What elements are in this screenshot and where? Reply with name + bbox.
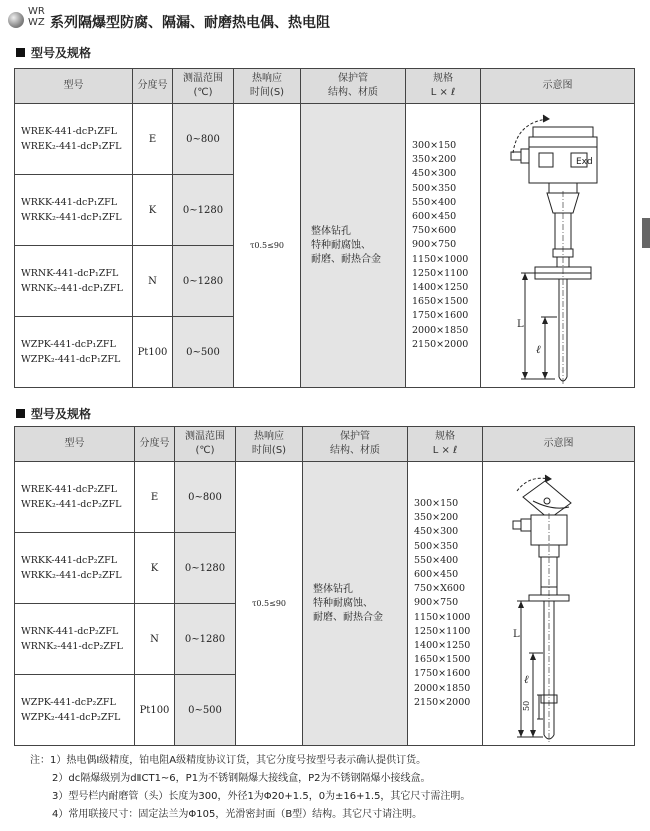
model-b: WREK₂-441-dcP₂ZFL: [21, 499, 122, 510]
header-model: 型号: [15, 69, 133, 104]
length-L-label: L: [517, 318, 524, 330]
header-protection-line1: 保护管: [340, 431, 370, 442]
protection-line: 整体钻孔: [311, 225, 351, 237]
section-heading-2: [16, 405, 91, 422]
diagram-cell: [481, 104, 635, 388]
spec-item: 1750×1600: [414, 668, 471, 680]
square-bullet-icon: [16, 409, 25, 418]
range-cell: 0~1280: [173, 246, 234, 317]
model-cell: [15, 675, 135, 746]
header-protection: [301, 69, 406, 104]
section-heading-label: 型号及规格: [31, 46, 92, 60]
spec-item: 750×X600: [414, 583, 465, 595]
section-heading-1: [16, 44, 91, 61]
spec-item: 1650×1500: [414, 654, 471, 666]
table-row: [15, 462, 635, 533]
model-a: WREK-441-dcP₁ZFL: [21, 126, 117, 137]
model-a: WZPK-441-dcP₂ZFL: [21, 697, 116, 708]
grade-cell: N: [135, 604, 175, 675]
spec-item: 2000×1850: [414, 682, 471, 694]
header-protection-line2: 结构、材质: [330, 445, 380, 456]
spec-table-1: [14, 68, 635, 388]
spec-cell: [406, 104, 481, 388]
spec-item: 900×750: [412, 239, 457, 251]
diagram-cell: [483, 462, 635, 746]
spec-item: 600×450: [414, 568, 459, 580]
header-response-line1: 热响应: [252, 73, 282, 84]
header-range-line1: 测温范围: [183, 73, 223, 84]
spec-item: 2150×2000: [412, 338, 469, 350]
bullet-icon: [8, 12, 24, 28]
page-title: 系列隔爆型防腐、隔漏、耐磨热电偶、热电阻: [50, 15, 330, 31]
grade-cell: K: [133, 175, 173, 246]
range-cell: 0~800: [175, 462, 236, 533]
spec-item: 500×350: [412, 182, 457, 194]
spec-item: 2000×1850: [412, 324, 469, 336]
note-2: 2）dc隔爆级别为dⅡCT1~6，P1为不锈钢隔爆大接线盒，P2为不锈钢隔爆小接线盒。: [52, 773, 431, 784]
thermocouple-large-box-diagram: [481, 105, 634, 387]
spec-item: 1400×1250: [414, 640, 471, 651]
spec-item: 600×450: [412, 210, 457, 222]
response-cell: τ0.5≤90: [234, 104, 301, 388]
header-protection: [303, 427, 408, 462]
model-cell: [15, 462, 135, 533]
spec-item: 1150×1000: [412, 253, 469, 265]
header-response: [236, 427, 303, 462]
model-b: WRKK₂-441-dcP₁ZFL: [21, 212, 122, 223]
spec-cell: [408, 462, 483, 746]
protection-line: 耐磨、耐热合金: [313, 611, 383, 623]
length-l-label: ℓ: [536, 342, 541, 356]
model-b: WZPK₂-441-dcP₂ZFL: [21, 712, 121, 723]
model-cell: [15, 104, 133, 175]
model-cell: [15, 175, 133, 246]
square-bullet-icon: [16, 48, 25, 57]
header-range-line1: 测温范围: [185, 431, 225, 442]
table-row: [15, 104, 635, 175]
spec-table-2: [14, 426, 635, 746]
model-b: WREK₂-441-dcP₁ZFL: [21, 141, 122, 152]
spec-item: 1250×1100: [412, 267, 469, 279]
range-cell: 0~1280: [175, 533, 236, 604]
protection-line: 特种耐腐蚀、: [311, 239, 371, 251]
spec-item: 450×300: [412, 168, 457, 180]
series-code: [28, 6, 45, 28]
header-response-line1: 热响应: [254, 431, 284, 442]
protection-line: 特种耐腐蚀、: [313, 597, 373, 609]
model-a: WRNK-441-dcP₂ZFL: [21, 626, 119, 637]
header-spec-line1: 规格: [435, 431, 455, 442]
header-spec-line1: 规格: [433, 73, 453, 84]
header-response-line2: 时间(S): [251, 445, 287, 456]
protection-line: 整体钻孔: [313, 583, 353, 595]
table-header-row: [15, 427, 635, 462]
header-protection-line2: 结构、材质: [328, 87, 378, 98]
response-cell: τ0.5≤90: [236, 462, 303, 746]
spec-item: 2150×2000: [414, 696, 471, 708]
spec-item: 1650×1500: [412, 296, 469, 308]
header-response: [234, 69, 301, 104]
note-3: 3）型号栏内耐磨管（头）长度为300，外径1为Φ20+1.5，0为±16+1.5，其它尺寸需注明。: [52, 791, 471, 802]
spec-item: 750×600: [412, 225, 457, 237]
grade-cell: E: [135, 462, 175, 533]
spec-item: 300×150: [412, 139, 457, 151]
header-spec: [408, 427, 483, 462]
spec-item: 1750×1600: [412, 310, 469, 322]
model-a: WRKK-441-dcP₁ZFL: [21, 197, 118, 208]
model-b: WRKK₂-441-dcP₂ZFL: [21, 570, 122, 581]
spec-item: 900×750: [414, 597, 459, 609]
dimension-50-label: 50: [522, 700, 531, 711]
grade-cell: Pt100: [135, 675, 175, 746]
exd-label: Exd: [576, 156, 593, 167]
model-b: WRNK₂-441-dcP₂ZFL: [21, 641, 123, 652]
section-heading-label: 型号及规格: [31, 407, 92, 421]
spec-item: 300×150: [414, 497, 459, 509]
spec-item: 350×200: [412, 154, 457, 166]
header-range-line2: (℃): [193, 87, 213, 98]
grade-cell: N: [133, 246, 173, 317]
grade-cell: Pt100: [133, 317, 173, 388]
range-cell: 0~500: [173, 317, 234, 388]
header-grade: 分度号: [135, 427, 175, 462]
model-b: WRNK₂-441-dcP₁ZFL: [21, 283, 123, 294]
spec-item: 550×400: [414, 554, 459, 566]
spec-item: 550×400: [412, 196, 457, 208]
grade-cell: E: [133, 104, 173, 175]
model-cell: [15, 533, 135, 604]
header-spec: [406, 69, 481, 104]
model-cell: [15, 246, 133, 317]
spec-item: 1250×1100: [414, 625, 471, 637]
spec-item: 450×300: [414, 526, 459, 538]
range-cell: 0~1280: [173, 175, 234, 246]
spec-item: 1150×1000: [414, 611, 471, 623]
header-model: 型号: [15, 427, 135, 462]
note-1: 注：1）热电偶I级精度，铂电阻A级精度协议订货，其它分度号按型号表示确认提供订货。: [30, 755, 427, 766]
model-cell: [15, 604, 135, 675]
model-a: WREK-441-dcP₂ZFL: [21, 484, 117, 495]
header-diagram: 示意图: [481, 69, 635, 104]
range-cell: 0~500: [175, 675, 236, 746]
header-protection-line1: 保护管: [338, 73, 368, 84]
length-L-label: L: [513, 628, 520, 640]
model-cell: [15, 317, 133, 388]
protection-line: 耐磨、耐热合金: [311, 253, 381, 265]
header-range: [175, 427, 236, 462]
model-a: WZPK-441-dcP₁ZFL: [21, 339, 116, 350]
model-a: WRNK-441-dcP₁ZFL: [21, 268, 119, 279]
page-header: [4, 4, 644, 38]
header-spec-line2: L × ℓ: [430, 87, 456, 98]
model-a: WRKK-441-dcP₂ZFL: [21, 555, 118, 566]
range-cell: 0~1280: [175, 604, 236, 675]
protection-cell: [303, 462, 408, 746]
table-header-row: [15, 69, 635, 104]
model-b: WZPK₂-441-dcP₁ZFL: [21, 354, 121, 365]
series-code-bottom: WZ: [28, 17, 45, 28]
header-diagram: 示意图: [483, 427, 635, 462]
spec-item: 1400×1250: [412, 282, 469, 293]
length-l-label: ℓ: [524, 672, 529, 686]
notes-block: [30, 752, 640, 824]
page-edge-tab: [642, 218, 650, 248]
note-4: 4）常用联接尺寸：固定法兰为Φ105，光滑密封面（B型）结构。其它尺寸请注明。: [52, 809, 423, 820]
header-grade: 分度号: [133, 69, 173, 104]
header-response-line2: 时间(S): [249, 87, 285, 98]
spec-item: 350×200: [414, 512, 459, 524]
protection-cell: [301, 104, 406, 388]
range-cell: 0~800: [173, 104, 234, 175]
header-range: [173, 69, 234, 104]
series-code-top: WR: [28, 6, 45, 17]
grade-cell: K: [135, 533, 175, 604]
header-spec-line2: L × ℓ: [432, 445, 458, 456]
thermocouple-small-box-diagram: [483, 463, 634, 745]
spec-item: 500×350: [414, 540, 459, 552]
header-range-line2: (℃): [195, 445, 215, 456]
